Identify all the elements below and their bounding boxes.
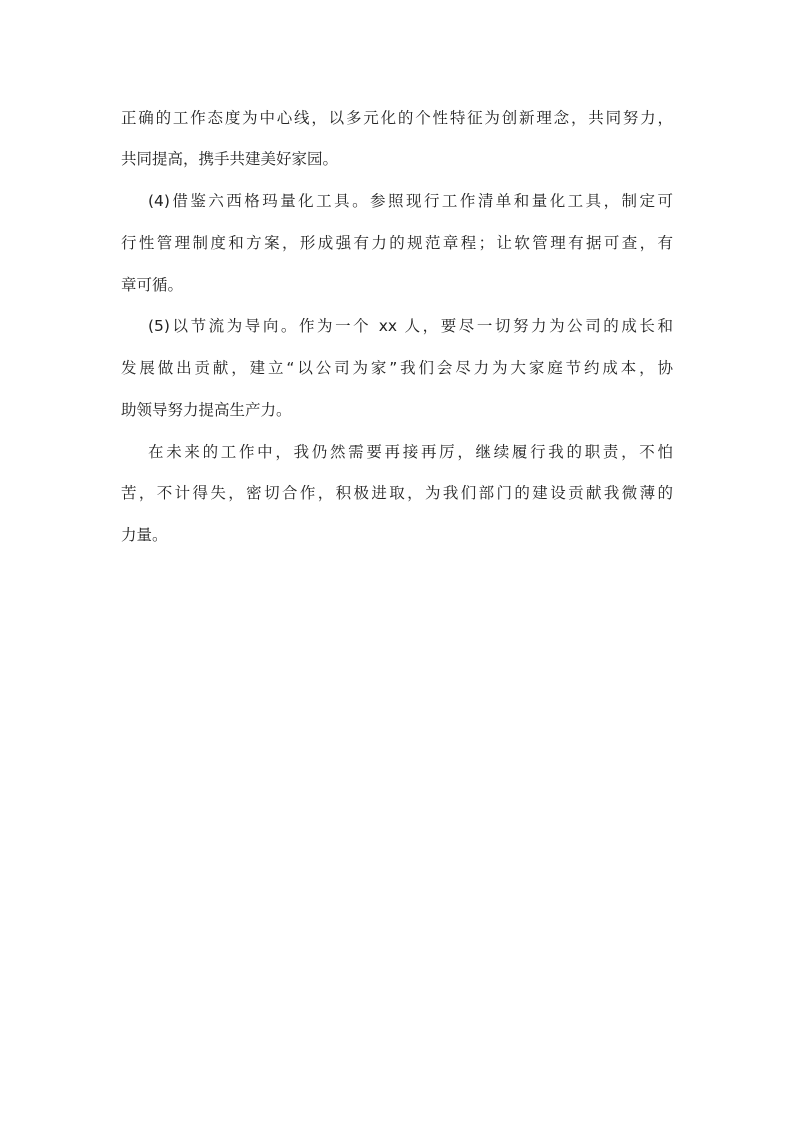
paragraph-line: 发展做出贡献，建立“以公司为家”我们会尽力为大家庭节约成本，协 bbox=[121, 359, 673, 377]
paragraph-line: 在未来的工作中，我仍然需要再接再厉，继续履行我的职责，不怕 bbox=[148, 443, 673, 461]
paragraph-line: 助领导努力提高生产力。 bbox=[121, 401, 292, 419]
paragraph-line: 正确的工作态度为中心线，以多元化的个性特征为创新理念，共同努力， bbox=[121, 109, 673, 127]
paragraph-line: (4)借鉴六西格玛量化工具。参照现行工作清单和量化工具，制定可 bbox=[148, 192, 673, 210]
paragraph-line: 力量。 bbox=[121, 526, 168, 544]
paragraph-line: 章可循。 bbox=[121, 276, 184, 294]
paragraph-line: 共同提高，携手共建美好家园。 bbox=[121, 150, 339, 168]
paragraph-line: (5)以节流为导向。作为一个 xx 人，要尽一切努力为公司的成长和 bbox=[148, 317, 673, 335]
paragraph-line: 行性管理制度和方案，形成强有力的规范章程；让软管理有据可查，有 bbox=[121, 234, 673, 252]
paragraph-line: 苦，不计得失，密切合作，积极进取，为我们部门的建设贡献我微薄的 bbox=[121, 484, 673, 502]
